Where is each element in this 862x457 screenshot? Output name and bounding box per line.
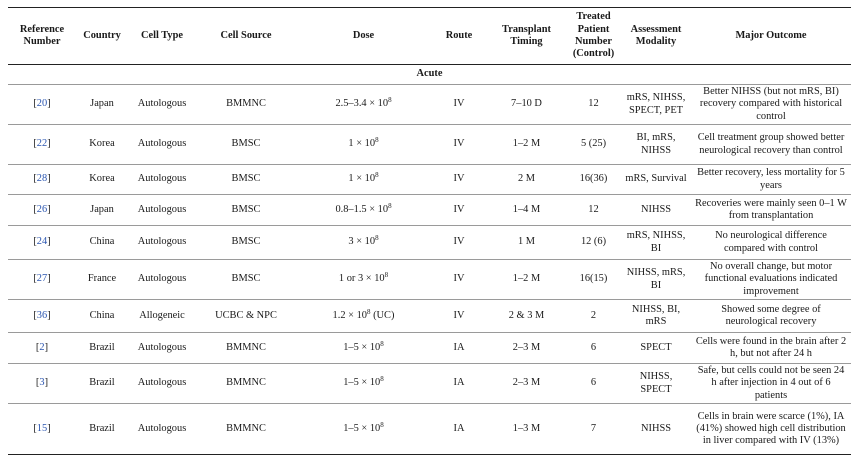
citation-link[interactable]: 20 bbox=[36, 98, 48, 110]
dose-exponent: 8 bbox=[384, 271, 389, 280]
cell-reference: [36] bbox=[33, 309, 51, 321]
section-row bbox=[8, 65, 851, 85]
cell-transplant-timing: 1–4 M bbox=[512, 203, 541, 215]
header-assessment-modality: Assessment Modality bbox=[630, 23, 682, 47]
cell-major-outcome: Cells were found in the brain after 2 h, but not after 24 h bbox=[695, 335, 847, 359]
cell-reference: [3] bbox=[35, 377, 49, 389]
cell-assessment: NIHSS, mRS, BI bbox=[626, 267, 686, 291]
cell-treated-patients: 16(36) bbox=[579, 173, 608, 185]
table-header bbox=[8, 8, 851, 65]
cell-cell-type: Autologous bbox=[137, 203, 187, 215]
cell-route: IV bbox=[453, 173, 465, 185]
cell-cell-type: Autologous bbox=[137, 422, 187, 434]
cell-country: Brazil bbox=[89, 377, 115, 389]
cell-treated-patients: 2 bbox=[590, 309, 597, 321]
cell-assessment: BI, mRS, NIHSS bbox=[636, 132, 676, 156]
clinical-trials-table bbox=[8, 7, 851, 455]
cell-assessment: NIHSS bbox=[640, 422, 672, 434]
cell-reference: [2] bbox=[35, 341, 49, 353]
cell-dose bbox=[296, 125, 431, 165]
section-label: Acute bbox=[416, 68, 443, 80]
cell-dose bbox=[296, 195, 431, 226]
header-cell-source: Cell Source bbox=[220, 29, 272, 41]
cell-route: IA bbox=[453, 422, 465, 434]
dose-exponent: 8 bbox=[366, 307, 371, 316]
cell-route: IA bbox=[453, 377, 465, 389]
header-dose: Dose bbox=[352, 29, 375, 41]
table-row bbox=[8, 165, 851, 195]
cell-assessment: SPECT bbox=[640, 341, 672, 353]
citation-link[interactable]: 22 bbox=[36, 138, 48, 150]
cell-transplant-timing: 1–2 M bbox=[512, 138, 541, 150]
cell-cell-type: Autologous bbox=[137, 173, 187, 185]
cell-transplant-timing: 7–10 D bbox=[511, 98, 542, 110]
dose-exponent: 8 bbox=[380, 375, 384, 384]
cell-treated-patients: 5 (25) bbox=[580, 138, 607, 150]
cell-major-outcome: Better NIHSS (but not mRS, BI) recovery compared with historical control bbox=[699, 86, 843, 122]
dose-exponent: 8 bbox=[375, 234, 379, 243]
cell-country: Korea bbox=[89, 138, 115, 150]
cell-cell-source: BMSC bbox=[231, 236, 261, 248]
table-row bbox=[8, 404, 851, 455]
cell-major-outcome: Better recovery, less mortality for 5 years bbox=[697, 167, 845, 191]
cell-cell-source: BMMNC bbox=[226, 341, 266, 353]
table-row bbox=[8, 333, 851, 364]
cell-assessment: NIHSS bbox=[640, 203, 672, 215]
cell-country: Brazil bbox=[89, 341, 115, 353]
cell-cell-type: Autologous bbox=[137, 341, 187, 353]
cell-country: Japan bbox=[90, 203, 114, 215]
cell-treated-patients: 6 bbox=[590, 341, 597, 353]
dose-base: 2.5–3.4 × 10 bbox=[335, 98, 389, 110]
cell-cell-type: Autologous bbox=[137, 98, 187, 110]
header-cell-type: Cell Type bbox=[140, 29, 184, 41]
cell-major-outcome: No overall change, but motor functional evaluations indicated improvement bbox=[704, 261, 838, 297]
header-major-outcome: Major Outcome bbox=[735, 29, 807, 41]
cell-dose bbox=[296, 364, 431, 404]
cell-reference: [15] bbox=[33, 422, 51, 434]
cell-cell-type: Allogeneic bbox=[139, 309, 185, 321]
cell-treated-patients: 12 (6) bbox=[580, 236, 607, 248]
cell-country: Brazil bbox=[89, 422, 115, 434]
cell-cell-type: Autologous bbox=[137, 273, 187, 285]
cell-major-outcome: Cell treatment group showed better neurological recovery than control bbox=[697, 132, 845, 156]
cell-cell-type: Autologous bbox=[137, 138, 187, 150]
cell-country: China bbox=[89, 236, 115, 248]
cell-transplant-timing: 1 M bbox=[517, 236, 536, 248]
cell-dose bbox=[296, 300, 431, 333]
cell-dose bbox=[296, 165, 431, 195]
cell-cell-type: Autologous bbox=[137, 377, 187, 389]
cell-assessment: mRS, Survival bbox=[625, 173, 687, 185]
header-row bbox=[8, 8, 851, 65]
cell-major-outcome: Showed some degree of neurological recovery bbox=[721, 303, 821, 327]
header-route: Route bbox=[445, 29, 473, 41]
cell-reference: [27] bbox=[33, 273, 51, 285]
cell-transplant-timing: 2–3 M bbox=[512, 341, 541, 353]
citation-link[interactable]: 2 bbox=[39, 341, 45, 353]
cell-cell-source: BMSC bbox=[231, 203, 261, 215]
citation-link[interactable]: 15 bbox=[36, 422, 48, 434]
header-country: Country bbox=[83, 29, 121, 41]
dose-base: 0.8–1.5 × 10 bbox=[335, 203, 389, 215]
cell-cell-type: Autologous bbox=[137, 236, 187, 248]
cell-treated-patients: 7 bbox=[590, 422, 597, 434]
citation-link[interactable]: 26 bbox=[36, 203, 48, 215]
dose-suffix: (UC) bbox=[370, 309, 395, 321]
cell-route: IV bbox=[453, 203, 465, 215]
cell-country: China bbox=[89, 309, 115, 321]
table-row bbox=[8, 125, 851, 165]
cell-assessment: mRS, NIHSS, BI bbox=[626, 230, 686, 254]
citation-link[interactable]: 3 bbox=[39, 377, 45, 389]
cell-major-outcome: Safe, but cells could not be seen 24 h after injection in 4 out of 6 patients bbox=[697, 365, 845, 401]
cell-dose bbox=[296, 404, 431, 455]
dose-exponent: 8 bbox=[375, 136, 379, 145]
cell-country: Korea bbox=[89, 173, 115, 185]
cell-reference: [22] bbox=[33, 138, 51, 150]
cell-assessment: NIHSS, BI, mRS bbox=[631, 303, 681, 327]
cell-route: IV bbox=[453, 138, 465, 150]
dose-base: 1–5 × 10 bbox=[343, 377, 381, 389]
cell-major-outcome: Recoveries were mainly seen 0–1 W from transplantation bbox=[695, 197, 847, 221]
header-reference-number: Reference Number bbox=[19, 23, 65, 47]
cell-reference: [28] bbox=[33, 173, 51, 185]
cell-treated-patients: 6 bbox=[590, 377, 597, 389]
cell-dose bbox=[296, 260, 431, 300]
cell-country: Japan bbox=[90, 98, 114, 110]
cell-cell-source: BMMNC bbox=[226, 98, 266, 110]
cell-treated-patients: 16(15) bbox=[579, 273, 608, 285]
cell-cell-source: BMSC bbox=[231, 173, 261, 185]
table-body bbox=[8, 65, 851, 455]
cell-route: IA bbox=[453, 341, 465, 353]
dose-exponent: 8 bbox=[380, 420, 384, 429]
cell-route: IV bbox=[453, 236, 465, 248]
cell-major-outcome: No neurological difference compared with control bbox=[715, 230, 827, 254]
citation-link[interactable]: 36 bbox=[36, 309, 48, 321]
cell-treated-patients: 12 bbox=[588, 98, 599, 110]
dose-base: 1 or 3 × 10 bbox=[338, 273, 385, 285]
citation-link[interactable]: 24 bbox=[36, 236, 48, 248]
cell-reference: [20] bbox=[33, 98, 51, 110]
table-row bbox=[8, 260, 851, 300]
cell-treated-patients: 12 bbox=[588, 203, 599, 215]
cell-country: France bbox=[87, 273, 117, 285]
dose-base: 1–5 × 10 bbox=[343, 422, 381, 434]
cell-cell-source: BMSC bbox=[231, 138, 261, 150]
dose-exponent: 8 bbox=[388, 96, 392, 105]
header-treated-patient-number: Treated Patient Number (Control) bbox=[572, 11, 615, 60]
header-transplant-timing: Transplant Timing bbox=[502, 23, 551, 47]
cell-cell-source: UCBC & NPC bbox=[215, 309, 277, 321]
dose-base: 1 × 10 bbox=[348, 138, 376, 150]
cell-assessment: mRS, NIHSS, SPECT, PET bbox=[626, 92, 686, 116]
dose-base: 3 × 10 bbox=[348, 236, 376, 248]
cell-reference: [26] bbox=[33, 203, 51, 215]
cell-transplant-timing: 1–2 M bbox=[512, 273, 541, 285]
dose-exponent: 8 bbox=[380, 339, 384, 348]
cell-dose bbox=[296, 333, 431, 364]
citation-link[interactable]: 27 bbox=[36, 273, 48, 285]
cell-reference: [24] bbox=[33, 236, 51, 248]
cell-transplant-timing: 2–3 M bbox=[512, 377, 541, 389]
dose-exponent: 8 bbox=[388, 201, 392, 210]
dose-base: 1 × 10 bbox=[348, 173, 376, 185]
cell-cell-source: BMSC bbox=[231, 273, 261, 285]
cell-cell-source: BMMNC bbox=[226, 377, 266, 389]
dose-exponent: 8 bbox=[375, 171, 379, 180]
cell-major-outcome: Cells in brain were scarce (1%), IA (41%) showed high cell distribution in liver compared with IV (13%) bbox=[696, 410, 846, 447]
cell-cell-source: BMMNC bbox=[226, 422, 266, 434]
table-row bbox=[8, 85, 851, 125]
table-row bbox=[8, 195, 851, 226]
cell-dose bbox=[296, 85, 431, 125]
table-row bbox=[8, 300, 851, 333]
table-row bbox=[8, 226, 851, 260]
cell-route: IV bbox=[453, 273, 465, 285]
dose-base: 1–5 × 10 bbox=[343, 341, 381, 353]
table-row bbox=[8, 364, 851, 404]
cell-transplant-timing: 2 & 3 M bbox=[508, 309, 545, 321]
cell-route: IV bbox=[453, 98, 465, 110]
dose-base: 1.2 × 10 bbox=[332, 309, 367, 321]
cell-assessment: NIHSS, SPECT bbox=[639, 371, 673, 395]
cell-transplant-timing: 2 M bbox=[517, 173, 536, 185]
cell-transplant-timing: 1–3 M bbox=[512, 422, 541, 434]
cell-route: IV bbox=[453, 309, 465, 321]
citation-link[interactable]: 28 bbox=[36, 173, 48, 185]
cell-dose bbox=[296, 226, 431, 260]
